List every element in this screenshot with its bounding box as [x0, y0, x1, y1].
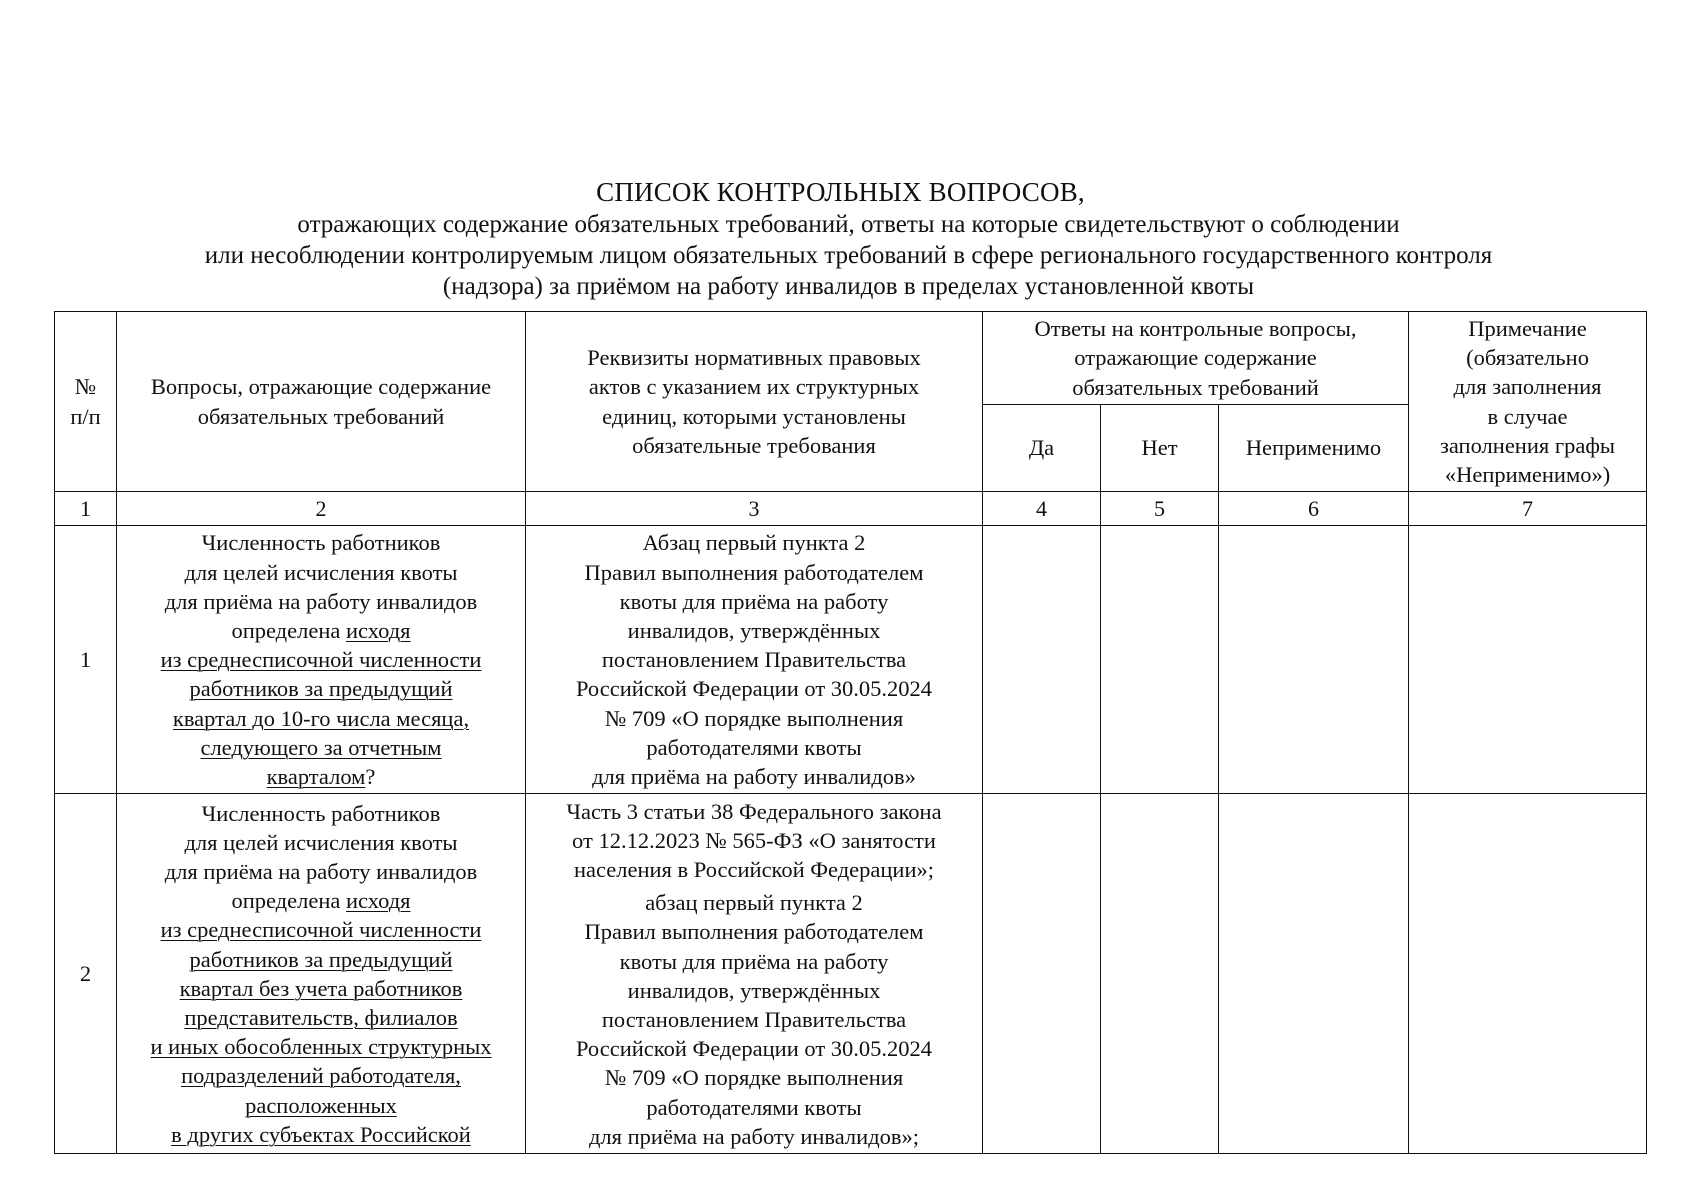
row-number: 2: [55, 794, 117, 1154]
acts-cell: Абзац первый пункта 2 Правил выполнения работодателем квоты для приёма на работу инвалидов, утверждённых постановлением Правительства Российской Федерации от 30.05.2024 № 709 «О порядке выполнения работодателями квоты для приёма на работу инвалидов»: [526, 526, 983, 794]
header-no: Нет: [1101, 404, 1219, 491]
table-row: [55, 526, 1647, 794]
title-line-3: (надзора) за приёмом на работу инвалидов в пределах установленной квоты: [442, 273, 1255, 300]
answer-no-cell[interactable]: [1101, 526, 1219, 794]
answer-yes-cell[interactable]: [983, 526, 1101, 794]
column-number: 3: [526, 492, 983, 526]
column-number: 6: [1219, 492, 1409, 526]
checklist-table: [54, 311, 1647, 1154]
table-row: [55, 794, 1647, 1154]
column-number: 7: [1409, 492, 1647, 526]
header-acts: Реквизиты нормативных правовых актов с указанием их структурных единиц, которыми установлены обязательные требования: [526, 312, 983, 492]
document-title: [0, 175, 1697, 302]
note-cell[interactable]: [1409, 526, 1647, 794]
answer-na-cell[interactable]: [1219, 526, 1409, 794]
column-number: 4: [983, 492, 1101, 526]
answer-na-cell[interactable]: [1219, 794, 1409, 1154]
note-cell[interactable]: [1409, 794, 1647, 1154]
title-line-1: отражающих содержание обязательных требований, ответы на которые свидетельствуют о соблюдении: [297, 211, 1400, 238]
title-line-2: или несоблюдении контролируемым лицом обязательных требований в сфере регионального государственного контроля: [204, 242, 1493, 269]
row-number: 1: [55, 526, 117, 794]
column-number: 1: [55, 492, 117, 526]
header-num: № п/п: [55, 312, 117, 492]
question-cell: Численность работников для целей исчисления квоты для приёма на работу инвалидов определена исходя из среднесписочной численности работников за предыдущий квартал до 10-го числа месяца, следующего за отчетным кварталом?: [117, 526, 526, 794]
header-questions: Вопросы, отражающие содержание обязательных требований: [117, 312, 526, 492]
column-number: 2: [117, 492, 526, 526]
question-cell: Численность работников для целей исчисления квоты для приёма на работу инвалидов определена исходя из среднесписочной численности работников за предыдущий квартал без учета работников представительств, филиалов и иных обособленных структурных подразделений работодателя, расположенных в других субъектах Российской: [117, 794, 526, 1154]
header-note: Примечание (обязательно для заполнения в случае заполнения графы «Неприменимо»): [1409, 312, 1647, 492]
answer-yes-cell[interactable]: [983, 794, 1101, 1154]
column-numbers-row: [55, 492, 1647, 526]
answer-no-cell[interactable]: [1101, 794, 1219, 1154]
column-number: 5: [1101, 492, 1219, 526]
header-na: Неприменимо: [1219, 404, 1409, 491]
title-main: СПИСОК КОНТРОЛЬНЫХ ВОПРОСОВ,: [596, 177, 1085, 207]
header-answers: Ответы на контрольные вопросы, отражающие содержание обязательных требований: [983, 312, 1409, 405]
header-yes: Да: [983, 404, 1101, 491]
acts-cell: Часть 3 статьи 38 Федерального закона от 12.12.2023 № 565-ФЗ «О занятости населения в Российской Федерации»; абзац первый пункта 2 Правил выполнения работодателем квоты для приёма на работу инвалидов, утверждённых постановлением Правительства Российской Федерации от 30.05.2024 № 709 «О порядке выполнения работодателями квоты для приёма на работу инвалидов»;: [526, 794, 983, 1154]
header-row: [55, 312, 1647, 405]
